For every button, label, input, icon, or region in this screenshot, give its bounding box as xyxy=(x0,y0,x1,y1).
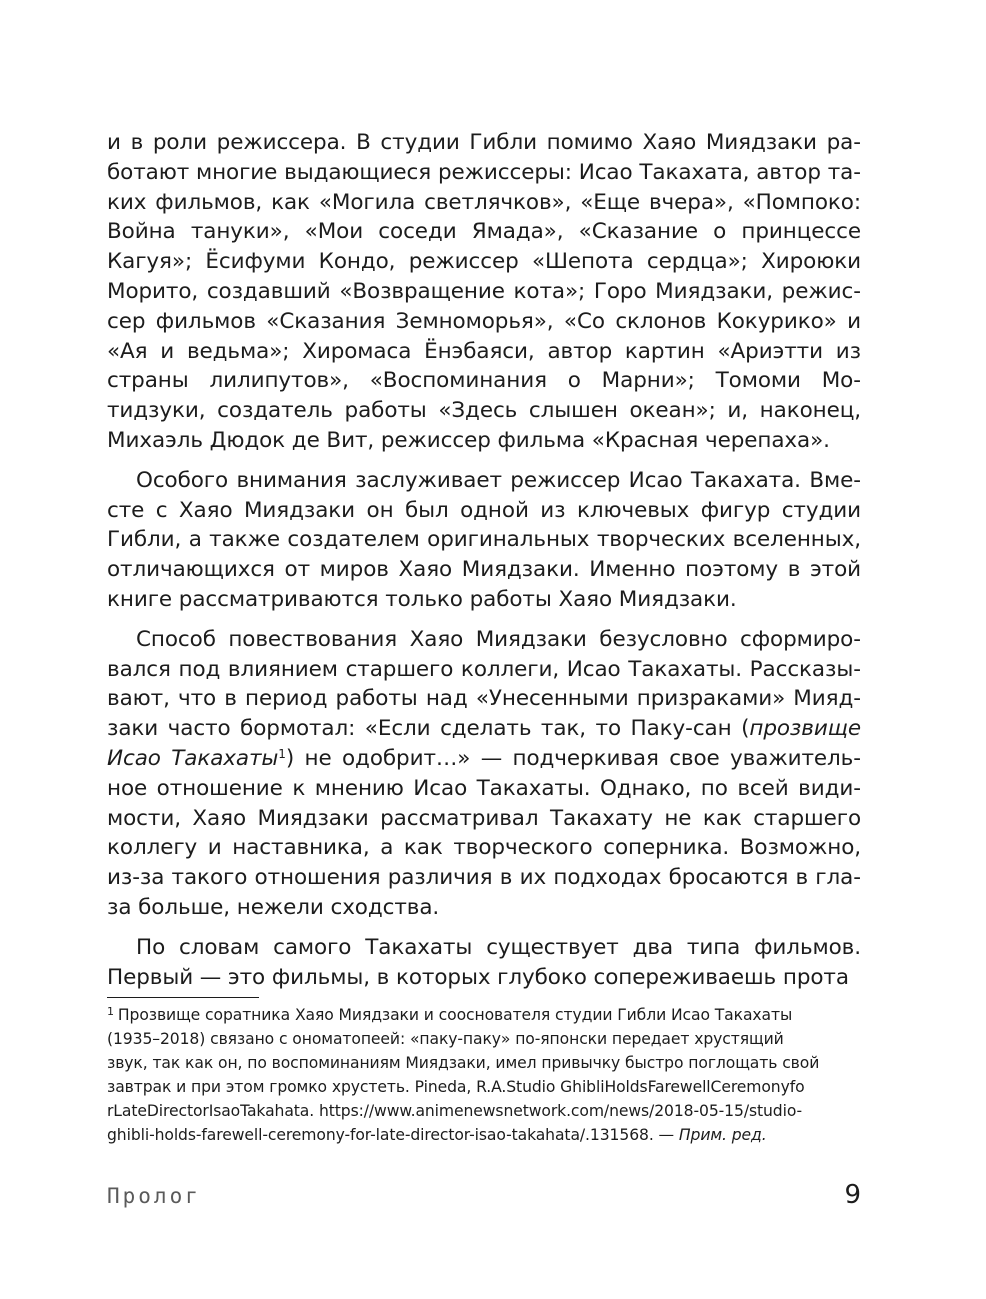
footnote-reference[interactable]: 1 xyxy=(278,746,286,761)
footnote-line-3: звук, так как он, по воспоминаниям Миядзаки, имел привычку быстро поглощать свой xyxy=(107,1054,820,1072)
body-text xyxy=(107,128,861,992)
footnote-mark: 1 xyxy=(107,1005,114,1018)
paragraph-3-before: Способ повествования Хаяо Миядзаки безусловно сформировался под влиянием старшего коллеги, Исао Такахаты. Рассказывают, что в период работы над «Унесенными призраками» Миядзаки часто бормотал: «Если сделать так, то Паку-сан ( xyxy=(107,626,861,742)
footnote-line-2: (1935–2018) связано с ономатопеей: «паку-паку» по-японски передает хрустящий xyxy=(107,1030,784,1048)
footnote xyxy=(107,1003,861,1147)
footnote-line-1-text: Прозвище соратника Хаяо Миядзаки и сооснователя студии Гибли Исао Такахаты xyxy=(117,1006,793,1024)
footnote-line-6 xyxy=(107,1123,861,1147)
paragraph-3 xyxy=(107,625,861,923)
footnote-line-4: завтрак и при этом громко хрустеть. Pineda, R.A.Studio GhibliHoldsFarewellCeremonyfo xyxy=(107,1078,805,1096)
running-head: Пролог xyxy=(107,1184,201,1208)
footnote-line-6-text: ghibli-holds-farewell-ceremony-for-late-director-isao-takahata/.131568. — xyxy=(107,1126,675,1144)
paragraph-4: По словам самого Такахаты существует два типа фильмов. Первый — это фильмы, в которых глубоко сопереживаешь прота xyxy=(107,934,861,990)
footnote-divider xyxy=(107,997,259,998)
paragraph-2: Особого внимания заслуживает режиссер Исао Такахата. Вместе с Хаяо Миядзаки он был одной из ключевых фигур студии Гибли, а также создателем оригинальных творческих вселенных, отличающихся от миров Хаяо Миядзаки. Именно поэтому в этой книге рассматриваются только работы Хаяо Миядзаки. xyxy=(107,467,861,612)
editor-note: Прим. ред. xyxy=(678,1126,767,1144)
paragraph-1: и в роли режиссера. В студии Гибли помимо Хаяо Миядзаки работают многие выдающиеся режиссеры: Исао Такахата, автор таких фильмов, как «Могила светлячков», «Еще вчера», «Помпоко: Война тануки», «Мои соседи Ямада», «Сказание о принцессе Кагуя»; Ёсифуми Кондо, режиссер «Шепота сердца»; Хироюки Морито, создавший «Возвращение кота»; Горо Миядзаки, режиссер фильмов «Сказания Земноморья», «Со склонов Кокурико» и «Ая и ведьма»; Хиромаса Ёнэбаяси, автор картин «Ариэтти из страны лилипутов», «Воспоминания о Марни»; Томоми Мотидзуки, создатель работы «Здесь слышен океан»; и, наконец, Михаэль Дюдок де Вит, режиссер фильма «Красная черепаха». xyxy=(107,130,861,453)
paragraph-3-after: ) не одобрит…» — подчеркивая свое уважительное отношение к мнению Исао Такахаты. Однако, по всей видимости, Хаяо Миядзаки рассматривал Такахату не как старшего коллегу и наставника, а как творческого соперника. Возможно, из-за такого отношения различия в их подходах бросаются в глаза больше, нежели сходства. xyxy=(107,745,861,920)
page-number: 9 xyxy=(844,1180,861,1210)
footnote-line-5: rLateDirectorIsaoTakahata. https://www.animenewsnetwork.com/news/2018-05-15/studio- xyxy=(107,1102,803,1120)
footnote-line-1 xyxy=(107,1003,861,1027)
paragraph-3-italic: прозвище Исао Такахаты xyxy=(107,716,861,771)
